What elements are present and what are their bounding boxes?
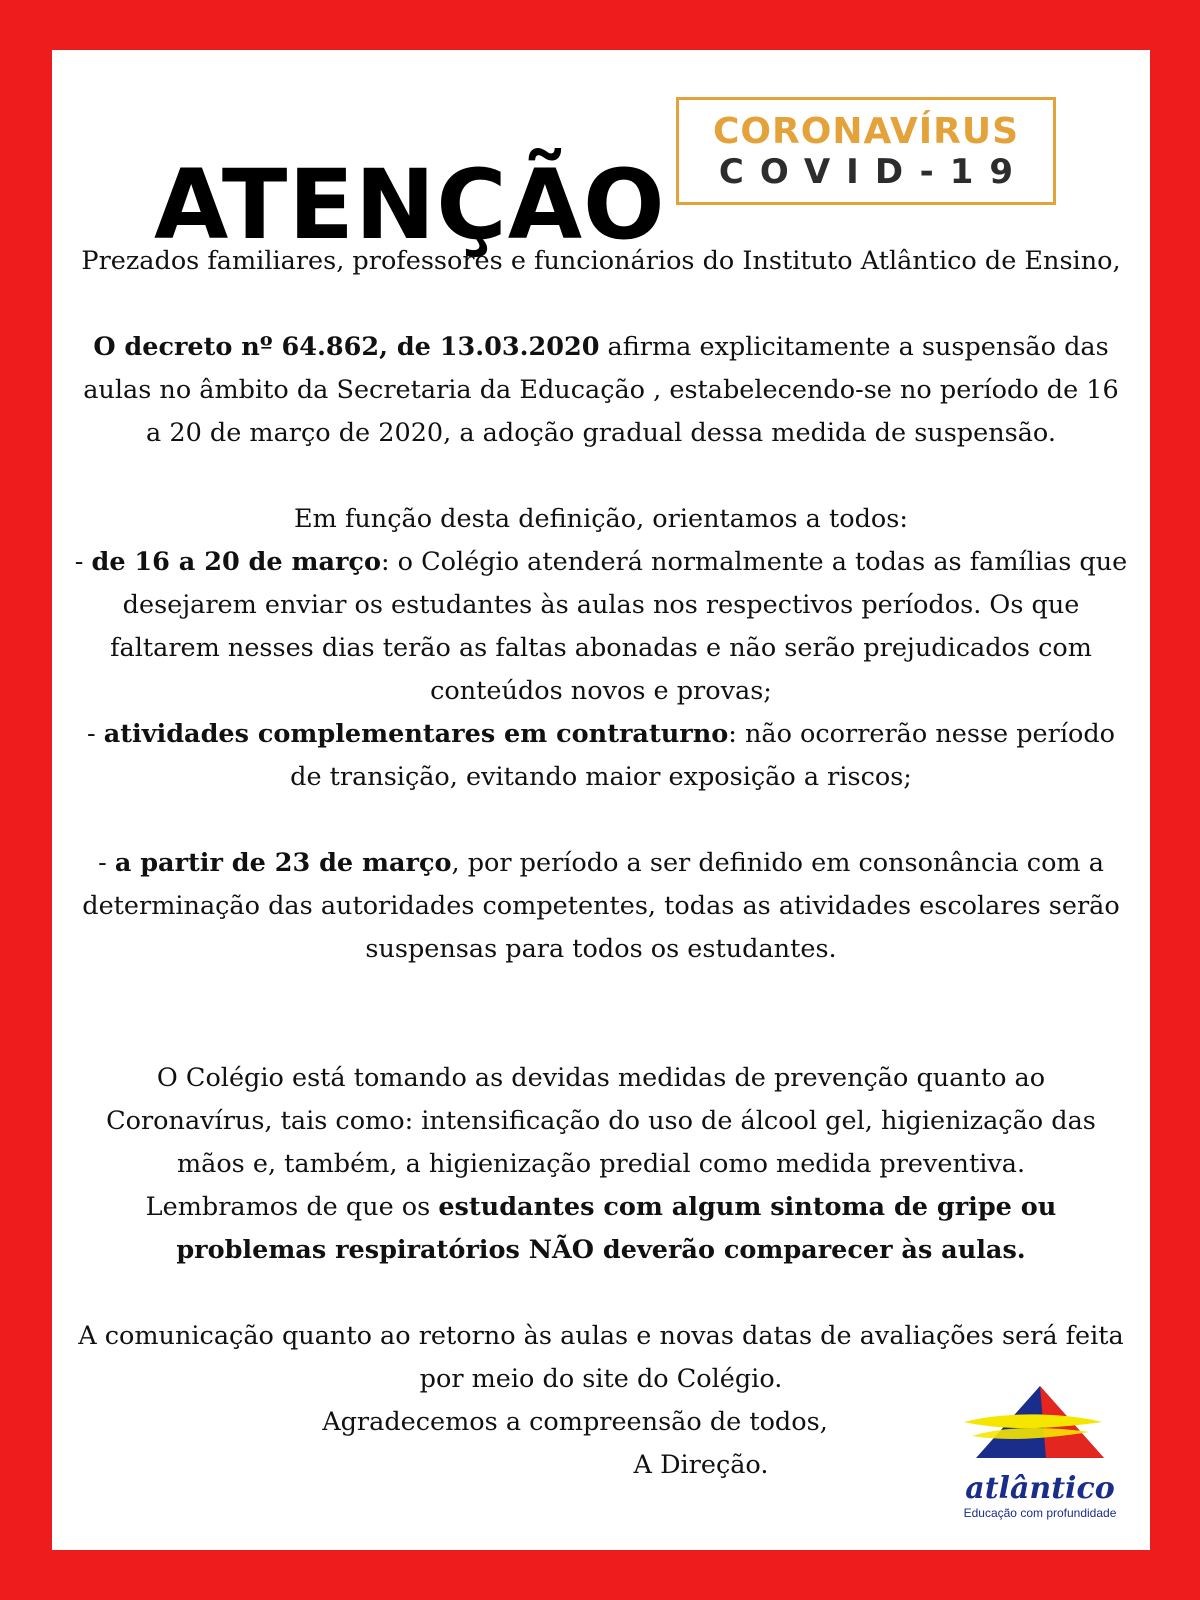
decree-text: afirma explicitamente a suspensão das aulas no âmbito da Secretaria da Educação , estabelecendo-se no período de 16 a 20 de março de 2020, a adoção gradual dessa medida de suspensão. xyxy=(83,332,1119,448)
reminder-paragraph xyxy=(72,1186,1130,1272)
decree-paragraph xyxy=(72,326,1130,455)
greeting-text: Prezados familiares, professores e funcionários do Instituto Atlântico de Ensino, xyxy=(81,246,1121,276)
notice-sheet xyxy=(52,50,1150,1550)
covid-badge xyxy=(676,97,1056,205)
badge-coronavirus-label: CORONAVÍRUS xyxy=(712,111,1020,152)
reminder-intro: Lembramos de que os xyxy=(145,1192,439,1222)
logo-wordmark: atlântico xyxy=(965,1471,1115,1506)
signature-line: A Direção. xyxy=(633,1450,769,1480)
guidance-item-2 xyxy=(72,713,1130,799)
guidance-item-2-title: atividades complementares em contraturno xyxy=(103,719,729,749)
guidance-item-2-dash: - xyxy=(86,719,104,749)
prevention-paragraph: O Colégio está tomando as devidas medidas de prevenção quanto ao Coronavírus, tais como: intensificação do uso de álcool gel, higienização das mãos e, também, a higienização predial como medida preventiva. xyxy=(106,1063,1096,1179)
guidance-item-3-dash: - xyxy=(98,848,115,878)
communication-paragraph: A comunicação quanto ao retorno às aulas e novas datas de avaliações será feita por meio do site do Colégio. xyxy=(78,1321,1124,1394)
guidance-item-1 xyxy=(72,541,1130,713)
guidance-intro: Em função desta definição, orientamos a todos: xyxy=(294,504,908,534)
thanks-line: Agradecemos a compreensão de todos, xyxy=(322,1407,828,1437)
badge-covid-label: COVID-19 xyxy=(718,152,1030,192)
guidance-item-1-dash: - xyxy=(74,547,92,577)
guidance-item-1-title: de 16 a 20 de março xyxy=(91,547,381,577)
atlantico-logo xyxy=(950,1380,1130,1520)
logo-mountain-icon xyxy=(950,1380,1130,1480)
greeting-paragraph xyxy=(72,240,1130,283)
logo-tagline: Educação com profundidade xyxy=(963,1506,1117,1520)
guidance-item-3 xyxy=(72,842,1130,971)
guidance-item-3-title: a partir de 23 de março xyxy=(114,848,452,878)
page-title: ATENÇÃO xyxy=(154,149,666,261)
reminder-warning: estudantes com algum sintoma de gripe ou problemas respiratórios NÃO deverão comparecer às aulas. xyxy=(176,1192,1057,1265)
guidance-item-2-text: : não ocorrerão nesse período de transição, evitando maior exposição a riscos; xyxy=(290,719,1116,792)
guidance-item-1-text: : o Colégio atenderá normalmente a todas as famílias que desejarem enviar os estudantes às aulas nos respectivos períodos. Os que faltarem nesses dias terão as faltas abonadas e não serão prejudicados com conteúdos novos e provas; xyxy=(110,547,1128,706)
decree-reference: O decreto nº 64.862, de 13.03.2020 xyxy=(93,332,600,362)
notice-body xyxy=(72,240,1130,1487)
guidance-item-3-text: , por período a ser definido em consonância com a determinação das autoridades competentes, todas as atividades escolares serão suspensas para todos os estudantes. xyxy=(82,848,1120,964)
